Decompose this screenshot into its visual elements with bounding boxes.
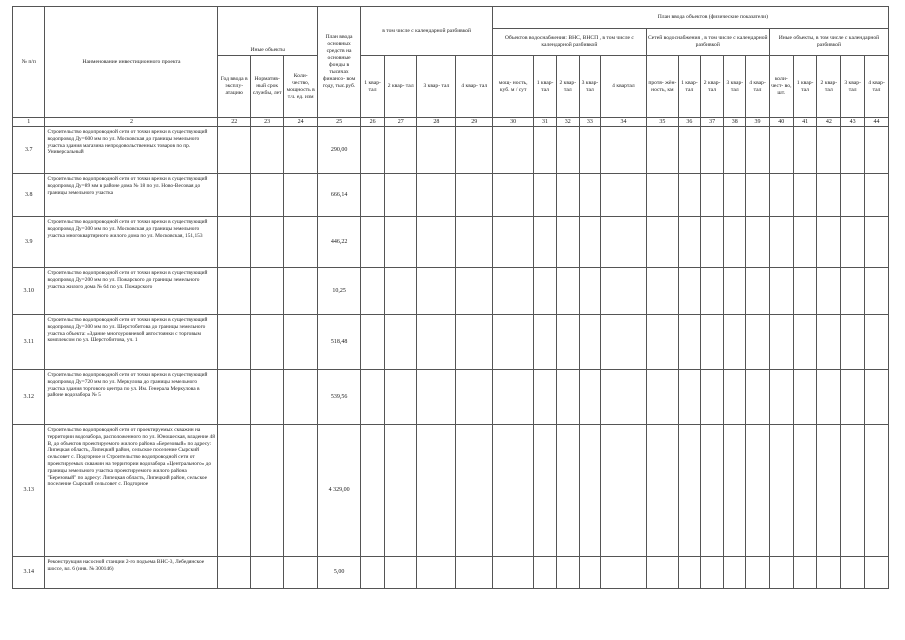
row-number: 3.7 <box>13 127 45 174</box>
empty-cell <box>793 174 817 217</box>
empty-cell <box>700 217 724 268</box>
empty-cell <box>493 174 534 217</box>
empty-cell <box>817 268 841 315</box>
empty-cell <box>417 174 456 217</box>
empty-cell <box>284 425 318 557</box>
empty-cell <box>601 127 646 174</box>
empty-cell <box>746 268 770 315</box>
empty-cell <box>361 174 385 217</box>
empty-cell <box>534 268 557 315</box>
empty-cell <box>817 127 841 174</box>
plan-value: 518,48 <box>317 315 360 370</box>
column-number: 28 <box>417 118 456 127</box>
empty-cell <box>793 268 817 315</box>
empty-cell <box>456 557 493 589</box>
empty-cell <box>384 217 416 268</box>
empty-cell <box>841 268 865 315</box>
empty-cell <box>793 557 817 589</box>
column-number: 32 <box>556 118 579 127</box>
header-physical: План ввода объектов (физические показатели) <box>493 7 889 29</box>
empty-cell <box>384 557 416 589</box>
project-name: Реконструкция насосной станции 2-го подъема ВНС-3, Лебедянское шоссе, вл. 6 (инв. № 300146) <box>45 557 218 589</box>
empty-cell <box>417 425 456 557</box>
table-row <box>13 174 889 217</box>
empty-cell <box>534 315 557 370</box>
header-quantity: Коли- чество, мощность в т.ч. ед. изм <box>284 56 318 118</box>
empty-cell <box>601 315 646 370</box>
empty-cell <box>534 557 557 589</box>
header-networks: Сетей водоснабжения , в том числе с календарной разбивкой <box>646 29 769 56</box>
header-q1-net: 1 квар- тал <box>679 56 701 118</box>
project-name: Строительство водопроводной сети от точки врезки в существующий водопровод Ду=89 мм в районе дома № 18 по ул. Ново-Весовая до границы земельного участка <box>45 174 218 217</box>
column-number: 44 <box>865 118 889 127</box>
header-q3-other: 3 квар- тал <box>841 56 865 118</box>
empty-cell <box>250 217 284 268</box>
empty-cell <box>417 557 456 589</box>
empty-cell <box>724 268 746 315</box>
empty-cell <box>679 425 701 557</box>
empty-cell <box>250 425 284 557</box>
empty-cell <box>284 557 318 589</box>
empty-cell <box>361 268 385 315</box>
empty-cell <box>601 557 646 589</box>
plan-value: 4 329,00 <box>317 425 360 557</box>
plan-value: 5,00 <box>317 557 360 589</box>
empty-cell <box>218 127 250 174</box>
empty-cell <box>841 127 865 174</box>
header-q2-net: 2 квар- тал <box>700 56 724 118</box>
empty-cell <box>556 557 579 589</box>
empty-cell <box>793 127 817 174</box>
row-number: 3.13 <box>13 425 45 557</box>
empty-cell <box>534 425 557 557</box>
row-number: 3.9 <box>13 217 45 268</box>
empty-cell <box>724 217 746 268</box>
column-number: 42 <box>817 118 841 127</box>
header-q1-water: 1 квар- тал <box>534 56 557 118</box>
header-q3: 3 квар- тал <box>417 56 456 118</box>
project-name: Строительство водопроводной сети от точки врезки в существующий водопровод Ду=300 мм по ул. Московская до границы земельного участка многоквартирного жилого дома по ул. Московская, 151,153 <box>45 217 218 268</box>
empty-cell <box>384 370 416 425</box>
table-body <box>13 118 889 589</box>
header-q4-other: 4 квар- тал <box>865 56 889 118</box>
empty-cell <box>646 370 678 425</box>
empty-cell <box>700 174 724 217</box>
empty-cell <box>646 127 678 174</box>
empty-cell <box>646 217 678 268</box>
column-number: 26 <box>361 118 385 127</box>
empty-cell <box>679 557 701 589</box>
empty-cell <box>384 268 416 315</box>
empty-cell <box>534 174 557 217</box>
empty-cell <box>218 268 250 315</box>
header-q1-other: 1 квар- тал <box>793 56 817 118</box>
empty-cell <box>601 425 646 557</box>
empty-cell <box>456 425 493 557</box>
empty-cell <box>865 174 889 217</box>
empty-cell <box>556 268 579 315</box>
empty-cell <box>284 174 318 217</box>
table-row <box>13 217 889 268</box>
header-q2: 2 квар- тал <box>384 56 416 118</box>
empty-cell <box>700 268 724 315</box>
empty-cell <box>746 174 770 217</box>
header-capacity: мощ- ность, куб. м / сут <box>493 56 534 118</box>
empty-cell <box>724 425 746 557</box>
empty-cell <box>417 370 456 425</box>
empty-cell <box>417 315 456 370</box>
column-number: 43 <box>841 118 865 127</box>
header-q1: 1 квар- тал <box>361 56 385 118</box>
plan-value: 539,56 <box>317 370 360 425</box>
empty-cell <box>841 370 865 425</box>
column-number: 23 <box>250 118 284 127</box>
empty-cell <box>534 217 557 268</box>
project-name: Строительство водопроводной сети от точки врезки в существующий водопровод Ду=200 мм по ул. Пожарского до границы земельного участка жилого дома № 64 по ул. Пожарского <box>45 268 218 315</box>
empty-cell <box>417 127 456 174</box>
empty-cell <box>534 370 557 425</box>
empty-cell <box>769 425 793 557</box>
empty-cell <box>579 315 601 370</box>
empty-cell <box>250 370 284 425</box>
empty-cell <box>556 127 579 174</box>
empty-cell <box>646 268 678 315</box>
empty-cell <box>579 370 601 425</box>
header-q4: 4 квар- тал <box>456 56 493 118</box>
column-number: 24 <box>284 118 318 127</box>
empty-cell <box>579 217 601 268</box>
empty-cell <box>361 425 385 557</box>
empty-cell <box>769 174 793 217</box>
row-number: 3.10 <box>13 268 45 315</box>
empty-cell <box>250 557 284 589</box>
header-year: Год ввода в эксплу- атацию <box>218 56 250 118</box>
empty-cell <box>493 557 534 589</box>
plan-value: 290,00 <box>317 127 360 174</box>
empty-cell <box>746 315 770 370</box>
empty-cell <box>865 370 889 425</box>
column-number: 34 <box>601 118 646 127</box>
header-q4-water: 4 квартал <box>601 56 646 118</box>
empty-cell <box>724 127 746 174</box>
empty-cell <box>793 217 817 268</box>
table-row <box>13 425 889 557</box>
column-number: 25 <box>317 118 360 127</box>
empty-cell <box>646 174 678 217</box>
empty-cell <box>493 315 534 370</box>
project-name: Строительство водопроводной сети от точки врезки в существующий водопровод Ду=600 мм по ул. Московская до границы земельного участка здания магазина непродовольственных товаров по пр. Универсальный <box>45 127 218 174</box>
empty-cell <box>841 315 865 370</box>
empty-cell <box>841 174 865 217</box>
column-number: 31 <box>534 118 557 127</box>
column-number: 36 <box>679 118 701 127</box>
empty-cell <box>417 217 456 268</box>
empty-cell <box>284 268 318 315</box>
empty-cell <box>746 370 770 425</box>
empty-cell <box>769 557 793 589</box>
empty-cell <box>817 370 841 425</box>
empty-cell <box>817 217 841 268</box>
empty-cell <box>218 557 250 589</box>
empty-cell <box>534 127 557 174</box>
empty-cell <box>417 268 456 315</box>
column-number: 39 <box>746 118 770 127</box>
empty-cell <box>384 315 416 370</box>
empty-cell <box>218 174 250 217</box>
empty-cell <box>456 370 493 425</box>
empty-cell <box>646 557 678 589</box>
table-row <box>13 315 889 370</box>
empty-cell <box>724 315 746 370</box>
empty-cell <box>556 174 579 217</box>
empty-cell <box>841 217 865 268</box>
empty-cell <box>865 217 889 268</box>
empty-cell <box>679 315 701 370</box>
header-count: коли- чест- во, шт. <box>769 56 793 118</box>
empty-cell <box>841 557 865 589</box>
empty-cell <box>456 127 493 174</box>
table-row <box>13 268 889 315</box>
plan-value: 10,25 <box>317 268 360 315</box>
empty-cell <box>700 425 724 557</box>
empty-cell <box>724 174 746 217</box>
header-q2-other: 2 квар- тал <box>817 56 841 118</box>
empty-cell <box>746 217 770 268</box>
empty-cell <box>769 268 793 315</box>
empty-cell <box>817 557 841 589</box>
column-number: 41 <box>793 118 817 127</box>
empty-cell <box>601 268 646 315</box>
empty-cell <box>284 370 318 425</box>
empty-cell <box>646 315 678 370</box>
empty-cell <box>769 127 793 174</box>
empty-cell <box>679 370 701 425</box>
empty-cell <box>556 217 579 268</box>
header-other-objects: Иные объекты <box>218 7 317 56</box>
empty-cell <box>817 315 841 370</box>
empty-cell <box>556 425 579 557</box>
table-row <box>13 127 889 174</box>
empty-cell <box>218 315 250 370</box>
project-name: Строительство водопроводной сети от точки врезки в существующий водопровод Ду=720 мм по ул. Меркулова до границы земельного участка здания торгового центра по ул. Им. Генерала Меркулова в районе водозабора № 5 <box>45 370 218 425</box>
empty-cell <box>746 127 770 174</box>
empty-cell <box>384 127 416 174</box>
empty-cell <box>579 127 601 174</box>
empty-cell <box>769 217 793 268</box>
empty-cell <box>865 315 889 370</box>
empty-cell <box>865 268 889 315</box>
plan-value: 446,22 <box>317 217 360 268</box>
header-plan-main: План ввода основных средств на основные фонды в тысячах финансо- вом году, тыс.руб. <box>317 7 360 118</box>
column-number: 40 <box>769 118 793 127</box>
column-number: 35 <box>646 118 678 127</box>
empty-cell <box>601 370 646 425</box>
header-name: Наименование инвестиционного проекта <box>45 7 218 118</box>
empty-cell <box>456 315 493 370</box>
empty-cell <box>679 217 701 268</box>
empty-cell <box>361 315 385 370</box>
empty-cell <box>361 557 385 589</box>
header-other-objects-2: Иные объекты, в том числе с календарной разбивкой <box>769 29 888 56</box>
row-number: 3.11 <box>13 315 45 370</box>
empty-cell <box>456 174 493 217</box>
empty-cell <box>284 127 318 174</box>
header-q4-net: 4 квар- тал <box>746 56 770 118</box>
header-q3-net: 3 квар- тал <box>724 56 746 118</box>
empty-cell <box>218 425 250 557</box>
empty-cell <box>679 268 701 315</box>
empty-cell <box>250 174 284 217</box>
header-q2-water: 2 квар- тал <box>556 56 579 118</box>
empty-cell <box>679 174 701 217</box>
empty-cell <box>865 127 889 174</box>
empty-cell <box>700 315 724 370</box>
column-number: 1 <box>13 118 45 127</box>
empty-cell <box>384 174 416 217</box>
empty-cell <box>493 268 534 315</box>
row-number: 3.8 <box>13 174 45 217</box>
empty-cell <box>746 425 770 557</box>
column-number-row <box>13 118 889 127</box>
column-number: 33 <box>579 118 601 127</box>
empty-cell <box>865 425 889 557</box>
header-q3-water: 3 квар- тал <box>579 56 601 118</box>
empty-cell <box>646 425 678 557</box>
column-number: 38 <box>724 118 746 127</box>
column-number: 27 <box>384 118 416 127</box>
empty-cell <box>579 268 601 315</box>
empty-cell <box>556 370 579 425</box>
empty-cell <box>493 217 534 268</box>
header-length: протя- жён- ность, км <box>646 56 678 118</box>
column-number: 2 <box>45 118 218 127</box>
empty-cell <box>700 127 724 174</box>
empty-cell <box>218 217 250 268</box>
column-number: 37 <box>700 118 724 127</box>
empty-cell <box>700 557 724 589</box>
table-row <box>13 557 889 589</box>
empty-cell <box>250 127 284 174</box>
header-normative: Норматив- ный срок службы, лет <box>250 56 284 118</box>
header-calendar: в том числе с календарной разбивкой <box>361 7 493 56</box>
empty-cell <box>793 370 817 425</box>
empty-cell <box>493 127 534 174</box>
empty-cell <box>579 557 601 589</box>
row-number: 3.14 <box>13 557 45 589</box>
empty-cell <box>556 315 579 370</box>
investment-table <box>12 6 889 589</box>
empty-cell <box>865 557 889 589</box>
empty-cell <box>456 268 493 315</box>
empty-cell <box>493 425 534 557</box>
empty-cell <box>841 425 865 557</box>
empty-cell <box>361 370 385 425</box>
empty-cell <box>579 174 601 217</box>
empty-cell <box>769 315 793 370</box>
project-name: Строительство водопроводной сети от точки врезки в существующий водопровод Ду=300 мм по ул. Шерстобитова до границы земельного участка объекта: «Здание многоуровневой автостоянки с торговым комплексом по ул. Шерстобитова, уч. 1 <box>45 315 218 370</box>
empty-cell <box>601 217 646 268</box>
empty-cell <box>769 370 793 425</box>
empty-cell <box>700 370 724 425</box>
empty-cell <box>579 425 601 557</box>
row-number: 3.12 <box>13 370 45 425</box>
empty-cell <box>724 370 746 425</box>
column-number: 29 <box>456 118 493 127</box>
empty-cell <box>250 268 284 315</box>
empty-cell <box>218 370 250 425</box>
empty-cell <box>493 370 534 425</box>
project-name: Строительство водопроводной сети от проектируемых скважин на территории водозабора, расположенного по ул. Юношеская, владение 48 В, до объектов проектируемого жилого района «Березовый» по адресу: Липецкая область, Липецкий район, сельское поселение Сырский сельсовет с. Подгорное и Строительство водопроводной сети от проектируемых скважин на территории водозабора «Центрального» до границы земельного участка проектируемого жилого района "Березовый" по адресу: Липецкая область, Липецкий район, сельское поселение Сырский сельсовет с. Подгорное <box>45 425 218 557</box>
column-number: 30 <box>493 118 534 127</box>
header-num: № п/п <box>13 7 45 118</box>
empty-cell <box>679 127 701 174</box>
table-row <box>13 370 889 425</box>
empty-cell <box>817 174 841 217</box>
empty-cell <box>746 557 770 589</box>
empty-cell <box>361 127 385 174</box>
empty-cell <box>284 217 318 268</box>
column-number: 22 <box>218 118 250 127</box>
empty-cell <box>456 217 493 268</box>
empty-cell <box>361 217 385 268</box>
empty-cell <box>250 315 284 370</box>
empty-cell <box>601 174 646 217</box>
plan-value: 666,14 <box>317 174 360 217</box>
empty-cell <box>284 315 318 370</box>
header-water-objects: Объектов водоснабжения: ВНС, ВНСП , в том числе с календарной разбивкой <box>493 29 647 56</box>
empty-cell <box>793 425 817 557</box>
empty-cell <box>724 557 746 589</box>
empty-cell <box>793 315 817 370</box>
empty-cell <box>817 425 841 557</box>
empty-cell <box>384 425 416 557</box>
